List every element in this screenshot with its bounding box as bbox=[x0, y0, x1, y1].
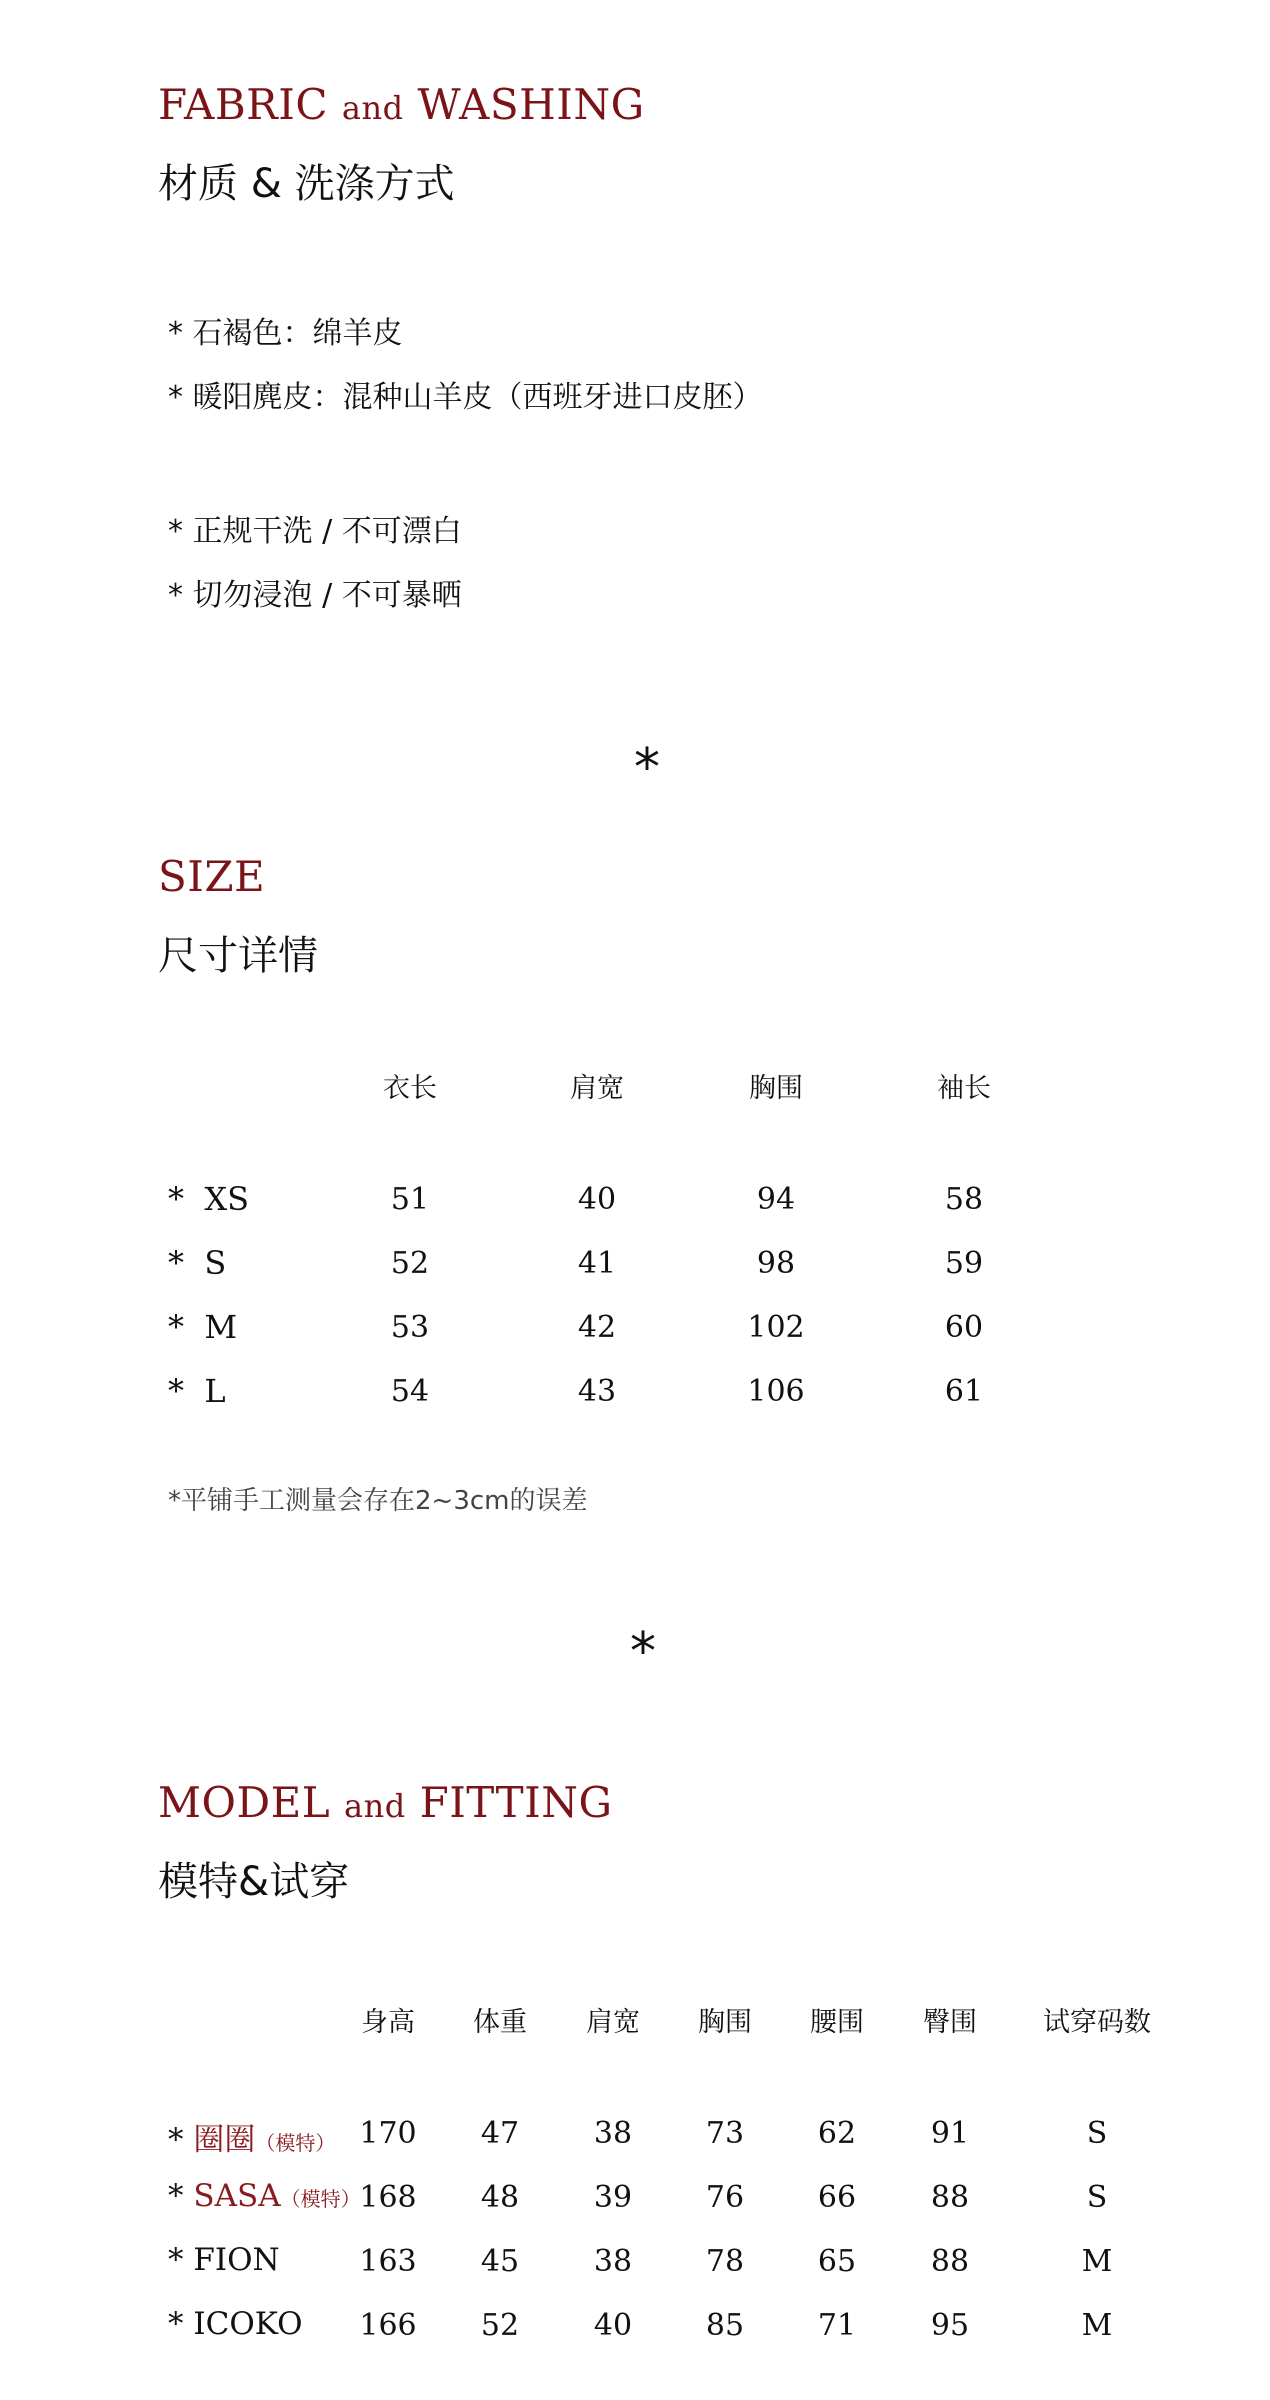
size-cell: 94 bbox=[756, 1182, 796, 1217]
size-row-label: * M bbox=[168, 1308, 238, 1346]
model-cell: 38 bbox=[593, 2244, 633, 2279]
size-cell: 61 bbox=[944, 1374, 984, 1409]
model-cell: 65 bbox=[817, 2244, 857, 2279]
size-col-sleeve: 袖长 bbox=[937, 1073, 991, 1104]
model-col-height: 身高 bbox=[361, 2007, 415, 2038]
model-col-weight: 体重 bbox=[473, 2007, 527, 2038]
fabric-heading bbox=[158, 80, 645, 129]
size-row-label: * L bbox=[168, 1372, 226, 1410]
model-cell: 88 bbox=[930, 2180, 970, 2215]
model-col-shoulder: 肩宽 bbox=[586, 2007, 640, 2038]
fabric-heading-main: FABRIC bbox=[158, 80, 329, 129]
model-cell: 168 bbox=[359, 2180, 417, 2215]
size-cell: 98 bbox=[756, 1246, 796, 1281]
material-line-2: * 暖阳麂皮：混种山羊皮（西班牙进口皮胚） bbox=[168, 380, 763, 415]
size-cell: 58 bbox=[944, 1182, 984, 1217]
model-cell: 73 bbox=[705, 2116, 745, 2151]
size-col-chest: 胸围 bbox=[749, 1073, 803, 1104]
size-heading: SIZE bbox=[158, 852, 266, 901]
model-row-prefix: * bbox=[168, 2242, 194, 2278]
model-name: FION bbox=[193, 2242, 280, 2278]
model-name: ICOKO bbox=[193, 2306, 303, 2342]
model-row-prefix: * bbox=[168, 2306, 194, 2342]
model-cell: 38 bbox=[593, 2116, 633, 2151]
model-cell: 91 bbox=[930, 2116, 970, 2151]
size-row-label: * XS bbox=[168, 1180, 250, 1218]
fabric-heading-end: WASHING bbox=[417, 80, 645, 129]
size-row-label: * S bbox=[168, 1244, 227, 1282]
size-cell: 53 bbox=[390, 1310, 430, 1345]
model-row-prefix: * bbox=[168, 2122, 194, 2158]
model-cell: 66 bbox=[817, 2180, 857, 2215]
model-cell: M bbox=[1081, 2308, 1113, 2343]
model-col-chest: 胸围 bbox=[698, 2007, 752, 2038]
model-cell: S bbox=[1086, 2116, 1108, 2151]
model-cell: 76 bbox=[705, 2180, 745, 2215]
size-cell: 102 bbox=[747, 1310, 805, 1345]
model-cell: 71 bbox=[817, 2308, 857, 2343]
model-cell: 39 bbox=[593, 2180, 633, 2215]
model-cell: 95 bbox=[930, 2308, 970, 2343]
model-cell: 88 bbox=[930, 2244, 970, 2279]
model-name: 圈圈 bbox=[193, 2122, 256, 2158]
section-divider-2: * bbox=[630, 1622, 656, 1682]
model-tag: （模特） bbox=[255, 2131, 336, 2155]
model-row-prefix: * bbox=[168, 2178, 194, 2214]
size-cell: 41 bbox=[577, 1246, 617, 1281]
model-cell: 47 bbox=[480, 2116, 520, 2151]
model-heading-and: and bbox=[344, 1787, 406, 1825]
model-cell: 62 bbox=[817, 2116, 857, 2151]
model-cell: S bbox=[1086, 2180, 1108, 2215]
model-cell: M bbox=[1081, 2244, 1113, 2279]
size-cell: 60 bbox=[944, 1310, 984, 1345]
model-cell: 163 bbox=[359, 2244, 417, 2279]
size-measurement-note: *平铺手工测量会存在2~3cm的误差 bbox=[168, 1486, 588, 1516]
size-cell: 43 bbox=[577, 1374, 617, 1409]
size-cell: 52 bbox=[390, 1246, 430, 1281]
care-line-1: * 正规干洗 / 不可漂白 bbox=[168, 514, 462, 549]
model-cell: 48 bbox=[480, 2180, 520, 2215]
model-row-label bbox=[168, 2242, 280, 2278]
model-heading bbox=[158, 1778, 613, 1827]
size-col-shoulder: 肩宽 bbox=[570, 1073, 624, 1104]
size-cell: 59 bbox=[944, 1246, 984, 1281]
fabric-subtitle: 材质 & 洗涤方式 bbox=[158, 161, 455, 207]
fabric-heading-and: and bbox=[341, 89, 404, 127]
model-heading-end: FITTING bbox=[419, 1778, 613, 1827]
material-line-1: * 石褐色：绵羊皮 bbox=[168, 316, 403, 351]
size-cell: 40 bbox=[577, 1182, 617, 1217]
care-line-2: * 切勿浸泡 / 不可暴晒 bbox=[168, 578, 462, 613]
model-col-fit-size: 试穿码数 bbox=[1043, 2007, 1151, 2038]
model-cell: 40 bbox=[593, 2308, 633, 2343]
model-name: SASA bbox=[193, 2178, 281, 2214]
size-subtitle: 尺寸详情 bbox=[158, 933, 318, 979]
model-cell: 166 bbox=[359, 2308, 417, 2343]
model-cell: 170 bbox=[359, 2116, 417, 2151]
model-subtitle: 模特&试穿 bbox=[158, 1859, 350, 1905]
model-cell: 78 bbox=[705, 2244, 745, 2279]
model-row-label bbox=[168, 2114, 335, 2159]
size-cell: 54 bbox=[390, 1374, 430, 1409]
model-cell: 45 bbox=[480, 2244, 520, 2279]
model-cell: 52 bbox=[480, 2308, 520, 2343]
size-cell: 106 bbox=[747, 1374, 805, 1409]
size-col-length: 衣长 bbox=[383, 1073, 437, 1104]
model-cell: 85 bbox=[705, 2308, 745, 2343]
size-cell: 42 bbox=[577, 1310, 617, 1345]
model-row-label bbox=[168, 2306, 302, 2342]
model-col-hip: 臀围 bbox=[923, 2007, 977, 2038]
model-tag: （模特） bbox=[280, 2187, 361, 2211]
size-cell: 51 bbox=[390, 1182, 430, 1217]
model-row-label bbox=[168, 2178, 361, 2214]
section-divider-1: * bbox=[634, 738, 660, 798]
model-heading-main: MODEL bbox=[158, 1778, 331, 1827]
model-col-waist: 腰围 bbox=[810, 2007, 864, 2038]
